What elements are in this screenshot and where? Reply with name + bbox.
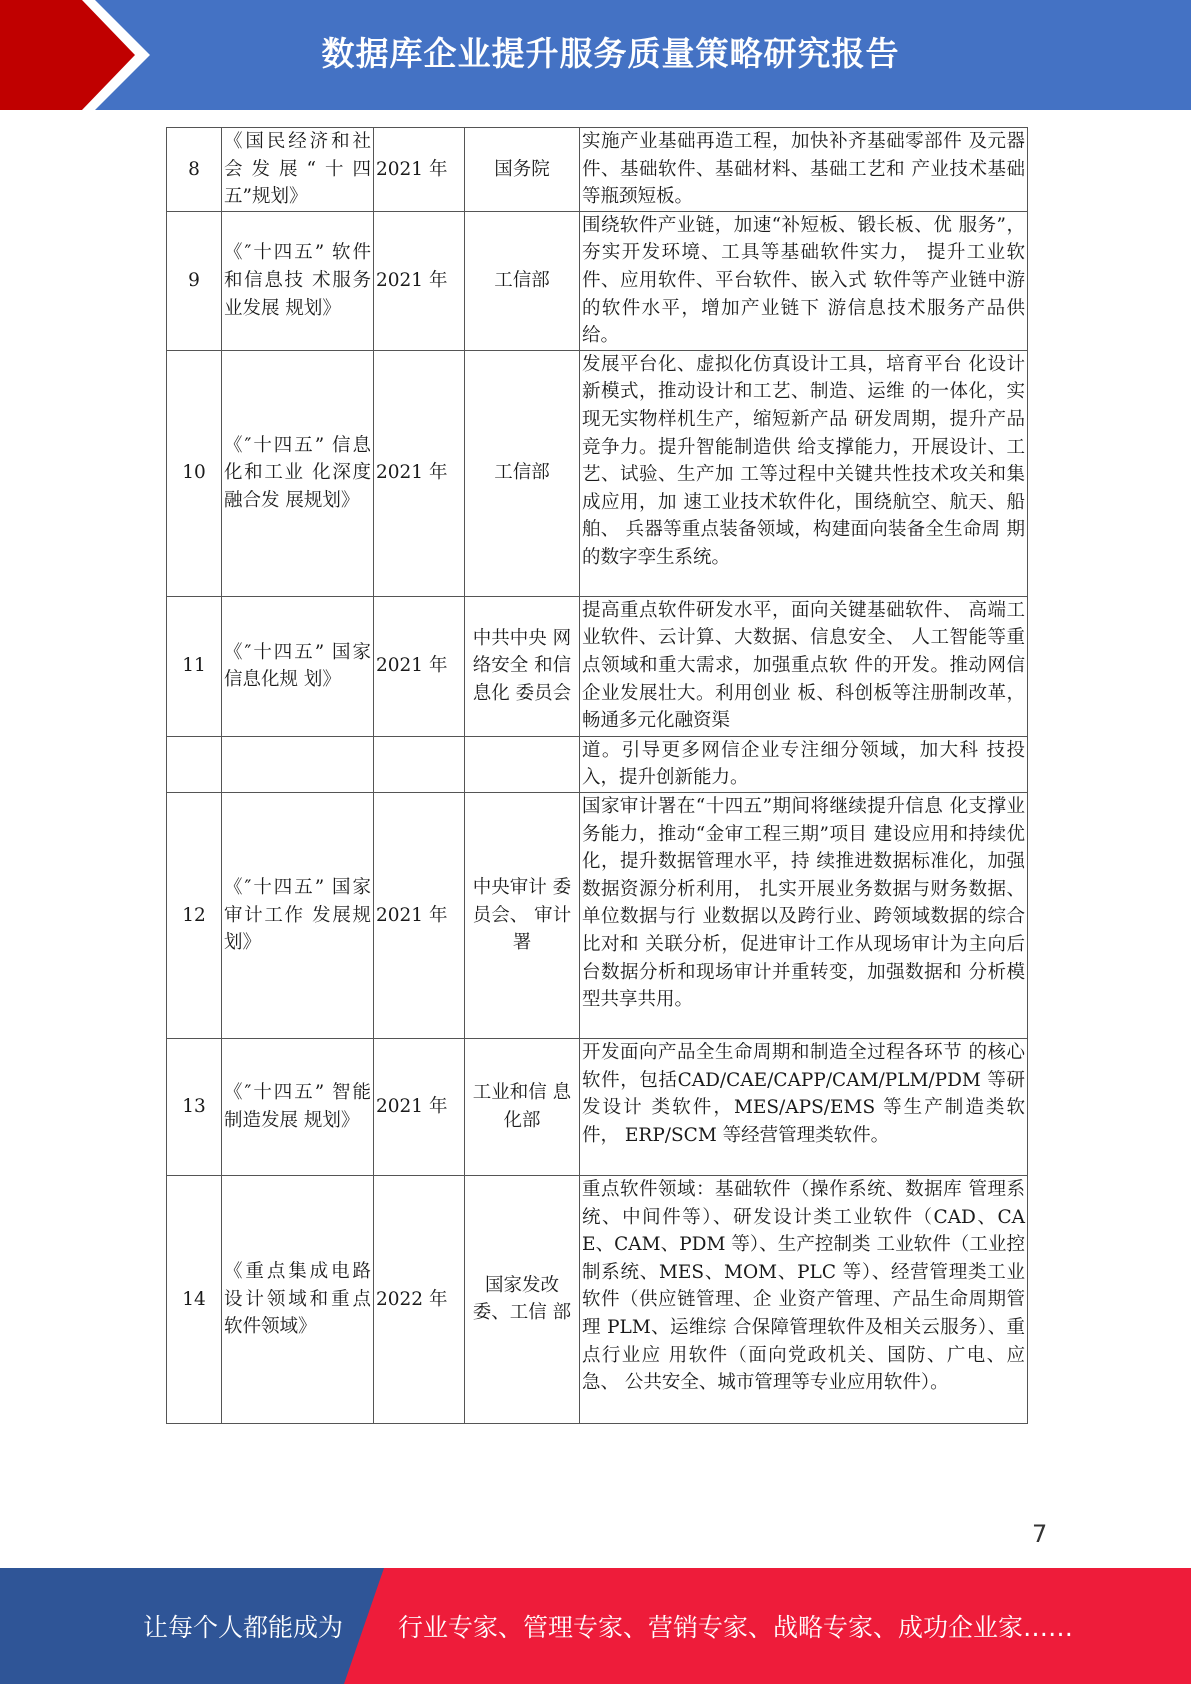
policy-year: 2021 年 bbox=[374, 128, 465, 212]
row-number: 9 bbox=[167, 211, 222, 350]
table-row bbox=[167, 350, 1028, 596]
policy-year: 2021 年 bbox=[374, 1038, 465, 1175]
policy-name: 《″十四五” 国家信息化规 划》 bbox=[222, 596, 374, 736]
policy-name: 《″十四五” 智能制造发展 规划》 bbox=[222, 1038, 374, 1175]
policy-table bbox=[166, 127, 1028, 1424]
row-number: 13 bbox=[167, 1038, 222, 1175]
policy-description: 提高重点软件研发水平，面向关键基础软件、 高端工业软件、云计算、大数据、信息安全、 人工智能等重点领域和重大需求，加强重点软 件的开发。推动网信企业发展壮大。利用创业 板、科创板等注册制改革，畅通多元化融资渠 bbox=[580, 596, 1028, 736]
row-number: 8 bbox=[167, 128, 222, 212]
policy-name: 《″十四五” 软件和信息技 术服务业发展 规划》 bbox=[222, 211, 374, 350]
policy-year: 2021 年 bbox=[374, 350, 465, 596]
row-number bbox=[167, 736, 222, 792]
issuing-org: 国家发改 委、工信 部 bbox=[465, 1175, 580, 1423]
policy-year: 2022 年 bbox=[374, 1175, 465, 1423]
policy-description: 开发面向产品全生命周期和制造全过程各环节 的核心软件，包括CAD/CAE/CAPP/CAM/PLM/PDM 等研发设计 类软件，MES/APS/EMS 等生产制造类软件， ERP/SCM 等经营管理类软件。 bbox=[580, 1038, 1028, 1175]
issuing-org bbox=[465, 736, 580, 792]
row-number: 10 bbox=[167, 350, 222, 596]
policy-name: 《″十四五” 国家审计工作 发展规划》 bbox=[222, 792, 374, 1038]
issuing-org: 中央审计 委员会、 审计署 bbox=[465, 792, 580, 1038]
policy-description: 实施产业基础再造工程，加快补齐基础零部件 及元器件、基础软件、基础材料、基础工艺和 产业技术基础等瓶颈短板。 bbox=[580, 128, 1028, 212]
issuing-org: 中共中央 网络安全 和信息化 委员会 bbox=[465, 596, 580, 736]
table-row bbox=[167, 1175, 1028, 1423]
policy-description: 重点软件领域：基础软件（操作系统、数据库 管理系统、中间件等）、研发设计类工业软件（CAD、CAE、CAM、PDM 等）、生产控制类 工业软件（工业控制系统、MES、MOM、PLC 等）、经营管理类工业软件（供应链管理、企 业资产管理、产品生命周期管理 PLM、运维综 合保障管理软件及相关云服务）、重点行业应 用软件（面向党政机关、国防、广电、应急、 公共安全、城市管理等专业应用软件）。 bbox=[580, 1175, 1028, 1423]
table-row bbox=[167, 211, 1028, 350]
policy-description: 国家审计署在“十四五”期间将继续提升信息 化支撑业务能力，推动“金审工程三期”项目 建设应用和持续优化，提升数据管理水平，持 续推进数据标准化，加强数据资源分析利用， 扎实开展业务数据与财务数据、单位数据与行 业数据以及跨行业、跨领域数据的综合比对和 关联分析，促进审计工作从现场审计为主向后 台数据分析和现场审计并重转变，加强数据和 分析模型共享共用。 bbox=[580, 792, 1028, 1038]
row-number: 12 bbox=[167, 792, 222, 1038]
policy-description: 发展平台化、虚拟化仿真设计工具，培育平台 化设计新模式，推动设计和工艺、制造、运维 的一体化，实现无实物样机生产，缩短新产品 研发周期，提升产品竞争力。提升智能制造供 给支撑能力，开展设计、工艺、试验、生产加 工等过程中关键共性技术攻关和集成应用，加 速工业技术软件化，围绕航空、航天、船舶、 兵器等重点装备领域，构建面向装备全生命周 期的数字孪生系统。 bbox=[580, 350, 1028, 596]
issuing-org: 国务院 bbox=[465, 128, 580, 212]
policy-year: 2021 年 bbox=[374, 792, 465, 1038]
policy-description: 道。引导更多网信企业专注细分领域，加大科 技投入，提升创新能力。 bbox=[580, 736, 1028, 792]
page-number: 7 bbox=[1032, 1520, 1048, 1548]
table-row bbox=[167, 596, 1028, 736]
issuing-org: 工信部 bbox=[465, 211, 580, 350]
row-number: 14 bbox=[167, 1175, 222, 1423]
footer-slogan-right: 行业专家、管理专家、营销专家、战略专家、成功企业家…… bbox=[398, 1613, 1074, 1642]
header-banner bbox=[0, 0, 1191, 110]
table-row bbox=[167, 736, 1028, 792]
policy-year: 2021 年 bbox=[374, 211, 465, 350]
policy-year: 2021 年 bbox=[374, 596, 465, 736]
footer-banner bbox=[0, 1568, 1191, 1684]
policy-name: 《国民经济和社会发展“十四五”规划》 bbox=[222, 128, 374, 212]
policy-description: 围绕软件产业链，加速“补短板、锻长板、优 服务”，夯实开发环境、工具等基础软件实力， 提升工业软件、应用软件、平台软件、嵌入式 软件等产业链中游的软件水平，增加产业链下 游信息技术服务产品供给。 bbox=[580, 211, 1028, 350]
table-row bbox=[167, 792, 1028, 1038]
footer-slogan-left: 让每个人都能成为 bbox=[143, 1613, 344, 1642]
table-row bbox=[167, 128, 1028, 212]
row-number: 11 bbox=[167, 596, 222, 736]
issuing-org: 工业和信 息化部 bbox=[465, 1038, 580, 1175]
policy-name: 《″十四五” 信息化和工业 化深度融合发 展规划》 bbox=[222, 350, 374, 596]
policy-name bbox=[222, 736, 374, 792]
table-row bbox=[167, 1038, 1028, 1175]
page-title: 数据库企业提升服务质量策略研究报告 bbox=[321, 34, 900, 73]
issuing-org: 工信部 bbox=[465, 350, 580, 596]
policy-name: 《重点集成电路设计领域和重点软件领域》 bbox=[222, 1175, 374, 1423]
policy-year bbox=[374, 736, 465, 792]
